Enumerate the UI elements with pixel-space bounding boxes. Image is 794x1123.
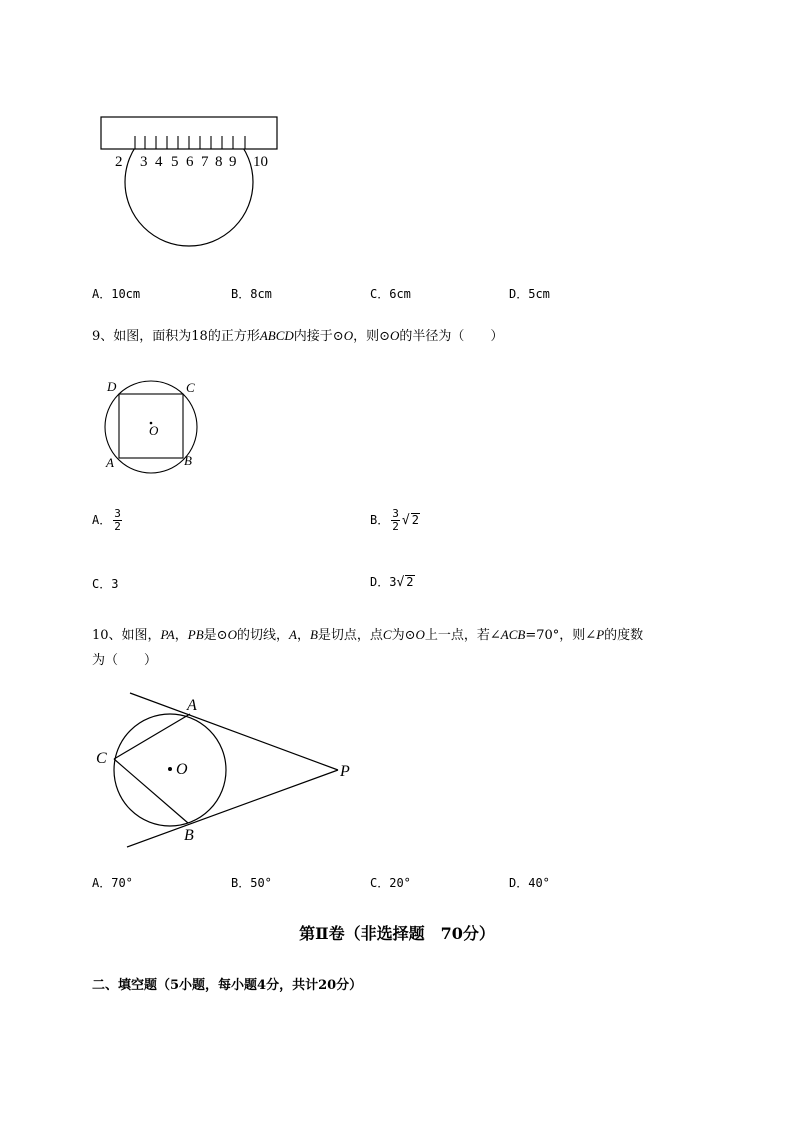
sqrt: 2	[411, 513, 419, 527]
q10-stem-line1: 10、如图，PA，PB是⊙O的切线，A，B是切点，点C为⊙O上一点，若∠ACB=70°，则∠P的度数	[92, 627, 644, 643]
label-d: D	[107, 379, 117, 394]
ruler-number: 10	[253, 154, 268, 170]
ruler-number: 3	[140, 154, 148, 170]
sqrt: 2	[406, 575, 414, 589]
q10-option-d[interactable]: D．40°	[509, 876, 550, 890]
label-a: A	[187, 697, 197, 714]
center-dot	[168, 767, 172, 771]
q9-option-d[interactable]: D．3√ 2	[370, 575, 414, 590]
q9-option-c[interactable]: C．3	[92, 577, 119, 591]
ruler-number: 6	[186, 154, 194, 170]
q10-option-c[interactable]: C．20°	[370, 876, 411, 890]
label-c: C	[186, 380, 195, 395]
label-c: C	[96, 750, 107, 767]
q8-option-d[interactable]: D．5cm	[509, 287, 550, 301]
q9-option-a[interactable]: A． $\frac{3}{2}$	[92, 507, 121, 533]
q10-option-a[interactable]: A．70°	[92, 876, 133, 890]
tangent-figure	[90, 685, 370, 850]
section-title: 第Ⅱ卷（非选择题 70分）	[299, 924, 495, 943]
fraction: $\frac{3}{2}$	[114, 507, 121, 533]
ruler-number: 7	[201, 154, 209, 170]
tangent-pb	[127, 770, 338, 847]
ruler-number: 2	[115, 154, 123, 170]
square-in-circle-figure	[100, 375, 205, 475]
ruler-numbers	[115, 154, 268, 170]
q8-option-a[interactable]: A．10cm	[92, 287, 141, 301]
ruler-number: 8	[215, 154, 223, 170]
label-o: O	[149, 423, 159, 438]
ruler-number: 5	[171, 154, 179, 170]
q10-option-b[interactable]: B．50°	[231, 876, 272, 890]
section-subtitle: 二、填空题（5小题，每小题4分，共计20分）	[92, 978, 363, 993]
q9-option-b[interactable]: B． $\frac{3}{2}$ √ 2	[370, 507, 419, 533]
label-b: B	[184, 827, 194, 844]
ruler-circle-figure	[95, 110, 285, 250]
q9-stem: 9、如图，面积为18的正方形ABCD内接于⊙O，则⊙O的半径为（ ）	[92, 328, 504, 344]
q10-stem-line2: 为（ ）	[92, 653, 158, 668]
label-b: B	[184, 453, 192, 468]
label-o: O	[176, 761, 188, 778]
fraction: $\frac{3}{2}$	[392, 507, 399, 533]
ruler-number: 4	[155, 154, 163, 170]
q8-option-c[interactable]: C．6cm	[370, 287, 411, 301]
label-p: P	[340, 763, 350, 780]
q8-option-b[interactable]: B．8cm	[231, 287, 272, 301]
ruler-number: 9	[229, 154, 237, 170]
label-a: A	[106, 455, 114, 470]
